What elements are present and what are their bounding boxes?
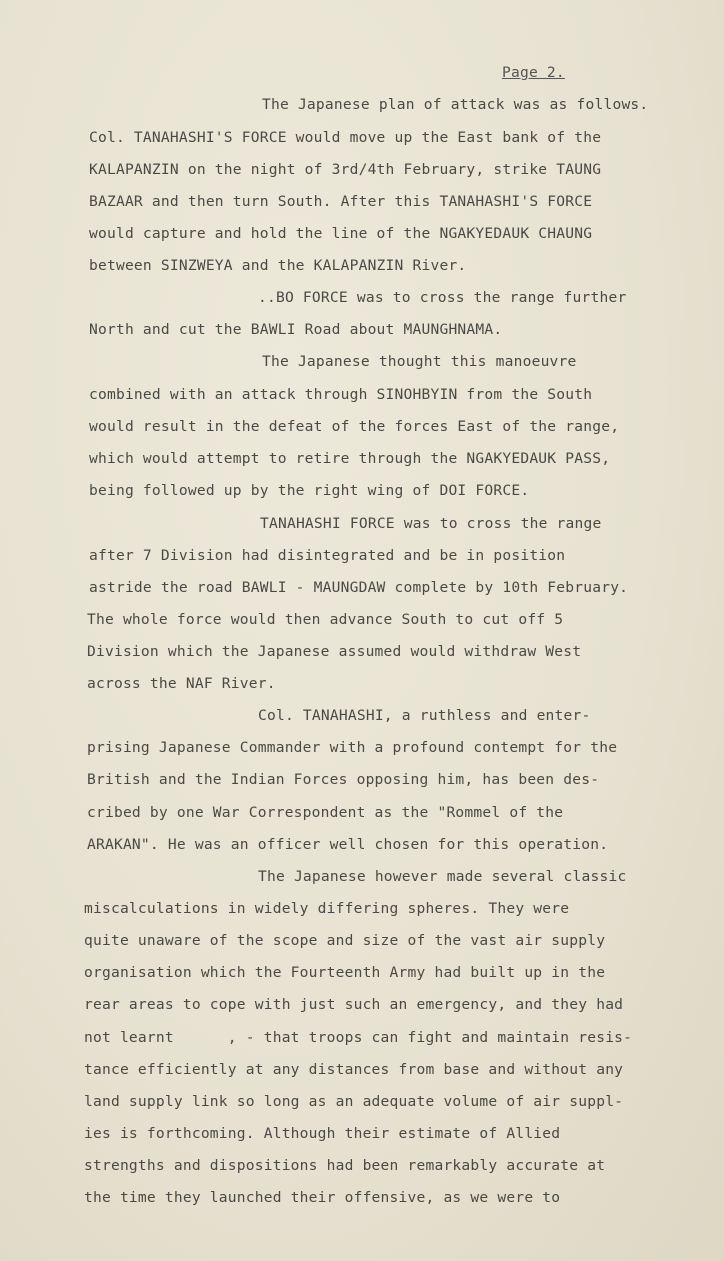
text-line: cribed by one War Correspondent as the "Rommel of the	[87, 804, 564, 821]
text-line: The whole force would then advance South to cut off 5	[87, 611, 564, 628]
text-line: which would attempt to retire through the NGAKYEDAUK PASS,	[89, 450, 611, 467]
text-line: TANAHASHI FORCE was to cross the range	[260, 515, 602, 532]
text-line: The Japanese thought this manoeuvre	[262, 353, 577, 370]
text-line: ARAKAN". He was an officer well chosen for this operation.	[87, 836, 609, 853]
text-line: quite unaware of the scope and size of the vast air supply	[84, 932, 606, 949]
text-line: combined with an attack through SINOHBYIN from the South	[89, 386, 593, 403]
text-line: the time they launched their offensive, as we were to	[84, 1189, 561, 1206]
text-line: organisation which the Fourteenth Army had built up in the	[84, 964, 606, 981]
text-line: land supply link so long as an adequate volume of air suppl-	[84, 1093, 624, 1110]
text-line: BAZAAR and then turn South. After this TANAHASHI'S FORCE	[89, 193, 593, 210]
text-line: between SINZWEYA and the KALAPANZIN River.	[89, 257, 467, 274]
text-line: miscalculations in widely differing spheres. They were	[84, 900, 570, 917]
text-line: Col. TANAHASHI'S FORCE would move up the East bank of the	[89, 129, 602, 146]
text-line: across the NAF River.	[87, 675, 276, 692]
text-line: astride the road BAWLI - MAUNGDAW complete by 10th February.	[89, 579, 629, 596]
text-line: ..BO FORCE was to cross the range further	[258, 289, 627, 306]
page-number: Page 2.	[502, 64, 565, 81]
text-line: prising Japanese Commander with a profound contempt for the	[87, 739, 618, 756]
text-line: rear areas to cope with just such an emergency, and they had	[84, 996, 624, 1013]
text-line: not learnt , - that troops can fight and maintain resis-	[84, 1029, 633, 1046]
text-line: The Japanese plan of attack was as follows.	[262, 96, 649, 113]
text-line: strengths and dispositions had been remarkably accurate at	[84, 1157, 606, 1174]
text-line: KALAPANZIN on the night of 3rd/4th February, strike TAUNG	[89, 161, 602, 178]
text-line: ies is forthcoming. Although their estimate of Allied	[84, 1125, 561, 1142]
text-line: tance efficiently at any distances from base and without any	[84, 1061, 624, 1078]
text-line: British and the Indian Forces opposing him, has been des-	[87, 771, 600, 788]
text-line: being followed up by the right wing of DOI FORCE.	[89, 482, 530, 499]
text-line: after 7 Division had disintegrated and be in position	[89, 547, 566, 564]
text-line: would result in the defeat of the forces East of the range,	[89, 418, 620, 435]
text-line: would capture and hold the line of the NGAKYEDAUK CHAUNG	[89, 225, 593, 242]
text-line: The Japanese however made several classic	[258, 868, 627, 885]
text-line: North and cut the BAWLI Road about MAUNGHNAMA.	[89, 321, 503, 338]
text-line: Division which the Japanese assumed would withdraw West	[87, 643, 582, 660]
text-line: Col. TANAHASHI, a ruthless and enter-	[258, 707, 591, 724]
